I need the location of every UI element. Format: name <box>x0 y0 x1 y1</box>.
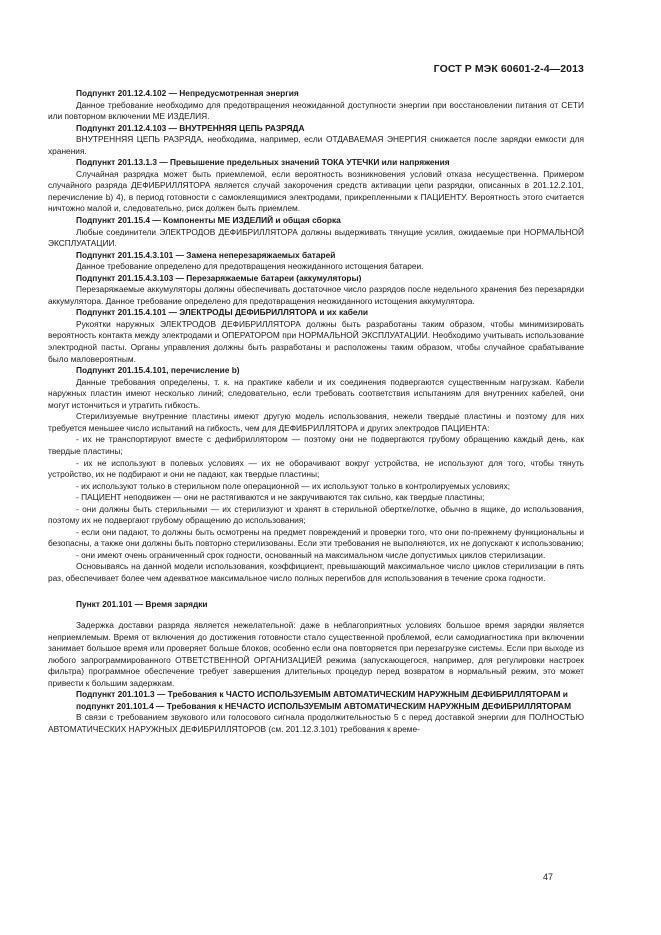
section-heading: Подпункт 201.15.4 — Компоненты МЕ ИЗДЕЛИЙ и общая сборка <box>76 215 341 226</box>
section-heading: Пункт 201.101 — Время зарядки <box>76 598 208 609</box>
paragraph: - если они падают, то должны быть осмотрены на предмет повреждений и проверки того, что они по-прежнему функциональны и безопасны, а также они должны быть повторно стерилизованы. Если эти требования не выполняются, их не допускают к использованию; <box>48 526 584 549</box>
paragraph: Любые соединители ЭЛЕКТРОДОВ ДЕФИБРИЛЛЯТОРА должны выдерживать тянущие усилия, ожидаемые при НОРМАЛЬНОЙ ЭКСПЛУАТАЦИИ. <box>48 226 584 249</box>
document-body <box>48 88 584 736</box>
paragraph: Рукоятки наружных ЭЛЕКТРОДОВ ДЕФИБРИЛЛЯТОРА должны быть разработаны таким образом, чтобы минимизировать вероятность контакта между электродами и ОПЕРАТОРОМ при НОРМАЛЬНОЙ ЭКСПЛУАТАЦИИ. Необходимо учитывать использование электродной пасты. Органы управления должны быть разработаны и расположены таким образом, чтобы случайное срабатывание было маловероятным. <box>48 318 584 364</box>
paragraph: Стерилизуемые внутренние пластины имеют другую модель использования, нежели твердые пластины и поэтому для них требуется меньшее число испытаний на гибкость, чем для ДЕФИБРИЛЛЯТОРА и других электродов ПАЦИЕНТА: <box>48 411 584 433</box>
paragraph: - они имеют очень ограниченный срок годности, основанный на максимальном числе допустимых циклов стерилизации. <box>76 549 546 560</box>
paragraph: В связи с требованием звукового или голосового сигнала продолжительностью 5 с перед доставкой энергии для ПОЛНОСТЬЮ АВТОМАТИЧЕСКИХ НАРУЖНЫХ ДЕФИБРИЛЛЯТОРОВ (см. 201.12.3.101) требования к време- <box>48 712 584 734</box>
paragraph: Случайная разрядка может быть приемлемой, если вероятность возникновения условий отказа несущественна. Примером случайного разряда ДЕФИБРИЛЛЯТОРА является случай закорочения средств активации цепи разрядки, описанных в 201.12.2.101, перечисление b) 4), в период готовности с самоклеящимися электродами, прикрепленными к ПАЦИЕНТУ. Вероятность этого считается ничтожно малой и, следовательно, риск должен быть приемлем. <box>48 168 584 214</box>
paragraph: - их не транспортируют вместе с дефибриллятором — поэтому они не подвергаются грубому обращению каждый день, как твердые пластины; <box>48 434 584 456</box>
section-heading: Подпункт 201.101.3 — Требования к ЧАСТО ИСПОЛЬЗУЕМЫМ АВТОМАТИЧЕСКИМ НАРУЖНЫМ ДЕФИБРИЛЛЯТОРАМ и подпункт 201.101.4 — Требования к НЕЧАСТО ИСПОЛЬЗУЕМЫМ АВТОМАТИЧЕСКИМ НАРУЖНЫМ ДЕФИБРИЛЛЯТОРАМ <box>76 689 572 711</box>
section-heading: Подпункт 201.12.4.103 — ВНУТРЕННЯЯ ЦЕПЬ РАЗРЯДА <box>76 122 305 133</box>
section-heading: Подпункт 201.15.4.101 — ЭЛЕКТРОДЫ ДЕФИБРИЛЛЯТОРА и их кабели <box>76 307 369 318</box>
section-heading: Подпункт 201.12.4.102 — Непредусмотренная энергия <box>76 88 299 98</box>
paragraph: - их не используют в полевых условиях — их не оборачивают вокруг устройства, не используют для того, чтобы тянуть устройство, их не подбирают и они не падают, как твердые пластины; <box>48 457 584 480</box>
paragraph: ВНУТРЕННЯЯ ЦЕПЬ РАЗРЯДА, необходима, например, если ОТДАВАЕМАЯ ЭНЕРГИЯ снижается после зарядки емкости для хранения. <box>48 134 584 156</box>
paragraph: Основываясь на данной модели использования, коэффициент, превышающий максимальное число циклов стерилизации в пять раз, обеспечивает более чем адекватное максимальное число полных перегибов для использования в течение срока годности. <box>48 561 584 583</box>
paragraph: Задержка доставки разряда является нежелательной: даже в неблагоприятных условиях большое время зарядки является неприемлемым. Время от включения до достижения готовности стало существенной проблемой, если самодиагностика при включении занимает большое время или проверяет больше блоков, особенно если она повторяется при перезагрузке системы. Если при выходе из любого запрограммированного ОТВЕТСТВЕННОЙ ОРГАНИЗАЦИЕЙ режима (запускающегося, например, для регулировки настроек фильтра) программное обеспечение требует завершения длительных процедур перед возвратом в нормальный режим, это может привести к большим задержкам. <box>48 620 584 688</box>
paragraph: - они должны быть стерильными — их стерилизуют и хранят в стерильной обертке/лотке, обычно в ящике, до использования, поэтому их не подвергают грубому обращению до использования; <box>48 503 584 526</box>
paragraph: Перезаряжаемые аккумуляторы должны обеспечивать достаточное число разрядов после недельного хранения без перезарядки аккумулятора. Данное требование определено для предотвращения неожиданного истощения аккумулятора. <box>48 284 584 306</box>
section-heading: Подпункт 201.15.4.101, перечисление b) <box>76 365 240 376</box>
paragraph: Данное требование определено для предотвращения неожиданного истощения батареи. <box>76 261 424 272</box>
paragraph: - их используют только в стерильном поле операционной — их используют только в контролируемых условиях; <box>76 480 511 491</box>
paragraph: - ПАЦИЕНТ неподвижен — они не растягиваются и не закручиваются так сильно, как твердые пластины; <box>76 492 485 503</box>
section-heading: Подпункт 201.15.4.3.103 — Перезаряжаемые батареи (аккумуляторы) <box>76 272 362 283</box>
section-heading: Подпункт 201.13.1.3 — Превышение предельных значений ТОКА УТЕЧКИ или напряжения <box>76 157 450 168</box>
paragraph: Данные требования определены, т. к. на практике кабели и их соединения подвергаются существенным нагрузкам. Кабели наружных пластин имеют несколько линий; следовательно, если требовать соответствия испытаниям для внутренних кабелей, они могут истончиться и утратить гибкость. <box>48 376 584 410</box>
standard-header: ГОСТ Р МЭК 60601-2-4—2013 <box>433 63 584 75</box>
section-heading: Подпункт 201.15.4.3.101 — Замена неперезаряжаемых батарей <box>76 249 336 260</box>
page-number: 47 <box>542 872 553 882</box>
paragraph: Данное требование необходимо для предотвращения неожиданной доступности энергии при восстановлении питания от СЕТИ или повторном включении МЕ ИЗДЕЛИЯ. <box>48 99 584 122</box>
